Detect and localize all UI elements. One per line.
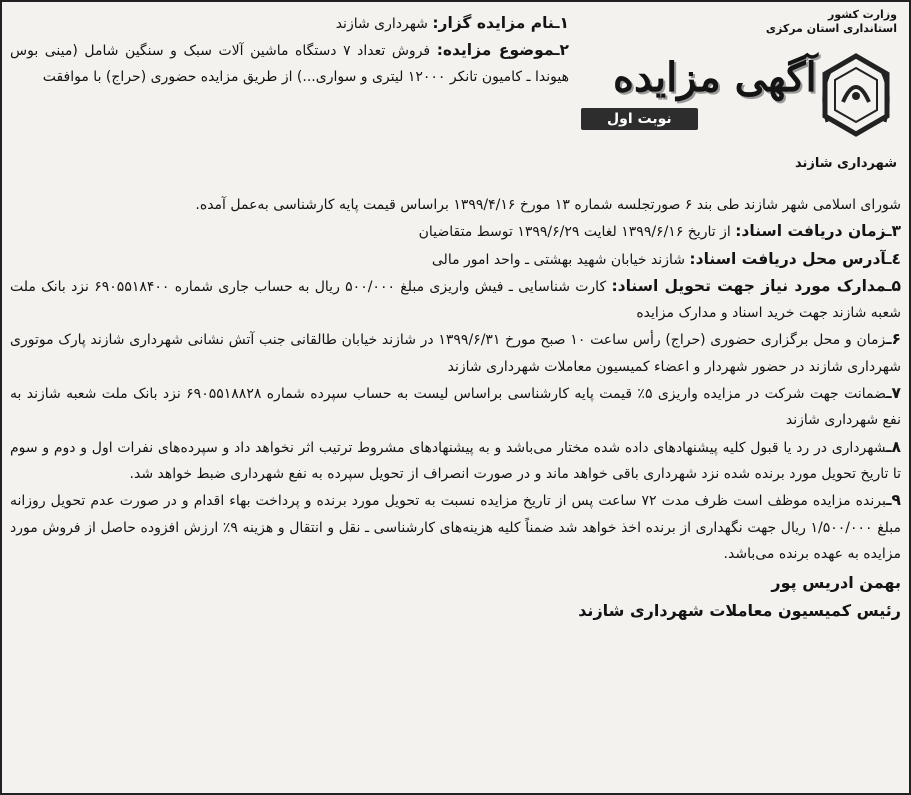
- clause-7-text: ضمانت جهت شرکت در مزایده واریزی ۵٪ قیمت پایه کارشناسی براساس لیست به حساب سپرده شماره ۶۹۰۵۵۱۸۸۲۸ نزد بانک ملت شعبه شازند به نفع شهرداری شازند: [10, 386, 901, 429]
- signature-block: [10, 569, 901, 625]
- municipality-logo-icon: [817, 52, 895, 138]
- clause-5-text: کارت شناسایی ـ فیش واریزی مبلغ ۵۰۰/۰۰۰ ریال به حساب جاری شماره ۶۹۰۵۵۱۸۴۰۰ نزد بانک ملت شعبه شازند جهت خرید اسناد و مدارک مزایده: [10, 278, 901, 322]
- clause-3: [10, 218, 901, 245]
- clause-8-text: شهرداری در رد یا قبول کلیه پیشنهادهای داده شده مختار می‌باشد و به پیشنهادهای مشروط ترتیب اثر نخواهد داد و سپرده‌های نفرات اول و دوم و سوم تا تاریخ تحویل مورد برنده شده نزد شهرداری باقی خواهد ماند و در صورت انصراف از تحویل سپرده به نفع شهرداری ضبط خواهد شد.: [10, 439, 901, 482]
- clause-1-label: ۱ـنام مزایده گزار:: [432, 14, 569, 32]
- clause-7: [10, 380, 901, 434]
- ministry-line-1: وزارت کشور: [828, 8, 897, 21]
- clause-9: [10, 487, 901, 567]
- clause-5-label: ۵ـمدارک مورد نیاز جهت تحویل اسناد:: [611, 276, 901, 295]
- round-badge: نوبت اول: [581, 108, 698, 130]
- clause-7-label: ۷ـ: [886, 384, 901, 403]
- clause-3-text: از تاریخ ۱۳۹۹/۶/۱۶ لغایت ۱۳۹۹/۶/۲۹ توسط متقاضیان: [418, 224, 731, 241]
- clause-8: [10, 434, 901, 488]
- clause-2-label: ۲ـموضوع مزایده:: [436, 41, 570, 59]
- clause-2-text: فروش تعداد ۷ دستگاه ماشین آلات سبک و سنگین شامل (مینی بوس هیوندا ـ کامیون تانکر ۱۲۰۰۰ لیتری و سواری...) از طریق مزایده حضوری (حراج) با موافقت: [10, 43, 569, 85]
- clause-4-text: شازند خیابان شهید بهشتی ـ واحد امور مالی: [431, 251, 685, 268]
- signatory-name: بهمن ادریس پور: [771, 573, 901, 593]
- clause-8-label: ۸ـ: [886, 437, 901, 456]
- clause-5: [10, 273, 901, 327]
- clause-9-text: برنده مزایده موظف است ظرف مدت ۷۲ ساعت پس از تاریخ مزایده نسبت به تحویل مورد برنده و پرداخت بهاء اقدام و در صورت عدم تحویل روزانه مبلغ ۱/۵۰۰/۰۰۰ ریال جهت نگهداری از برنده اخذ خواهد شد ضمناً کلیه هزینه‌های کارشناسی ـ نقل و انتقال و هزینه ۹٪ ارزش افزوده حاصل از فروش مورد مزایده به عهده برنده می‌باشد.: [10, 493, 901, 562]
- clause-1: [10, 10, 569, 37]
- clause-6-label: ۶ـ: [886, 330, 901, 349]
- clause-6: [10, 326, 901, 380]
- clause-2-continued: شورای اسلامی شهر شازند طی بند ۶ صورتجلسه شماره ۱۳ مورخ ۱۳۹۹/۴/۱۶ براساس قیمت پایه کارشناسی به‌عمل آمده.: [195, 197, 901, 213]
- ministry-line-2: استانداری استان مرکزی: [765, 22, 897, 35]
- clause-9-label: ۹ـ: [886, 491, 901, 510]
- notice-header: [573, 8, 903, 178]
- body-clauses: [10, 192, 901, 625]
- clause-4: [10, 246, 901, 273]
- ministry-heading: [766, 8, 897, 36]
- top-clauses: [10, 10, 569, 90]
- notice-title: آگهی مزایده: [613, 54, 817, 101]
- org-name: شهرداری شازند: [794, 156, 897, 171]
- signatory-position: رئیس کمیسیون معاملات شهرداری شازند: [578, 601, 901, 621]
- clause-3-label: ۳ـزمان دریافت اسناد:: [735, 222, 901, 241]
- clause-1-text: شهرداری شازند: [335, 16, 428, 32]
- clause-6-text: زمان و محل برگزاری حضوری (حراج) رأس ساعت ۱۰ صبح مورخ ۱۳۹۹/۶/۳۱ در شازند خیابان طالقانی جنب آتش نشانی شهرداری شازند پارک موتوری شهرداری شازند در حضور شهردار و اعضاء کمیسیون معاملات شهرداری شازند: [10, 332, 901, 375]
- clause-2: [10, 37, 569, 90]
- clause-4-label: ٤ـآدرس محل دریافت اسناد:: [689, 249, 901, 268]
